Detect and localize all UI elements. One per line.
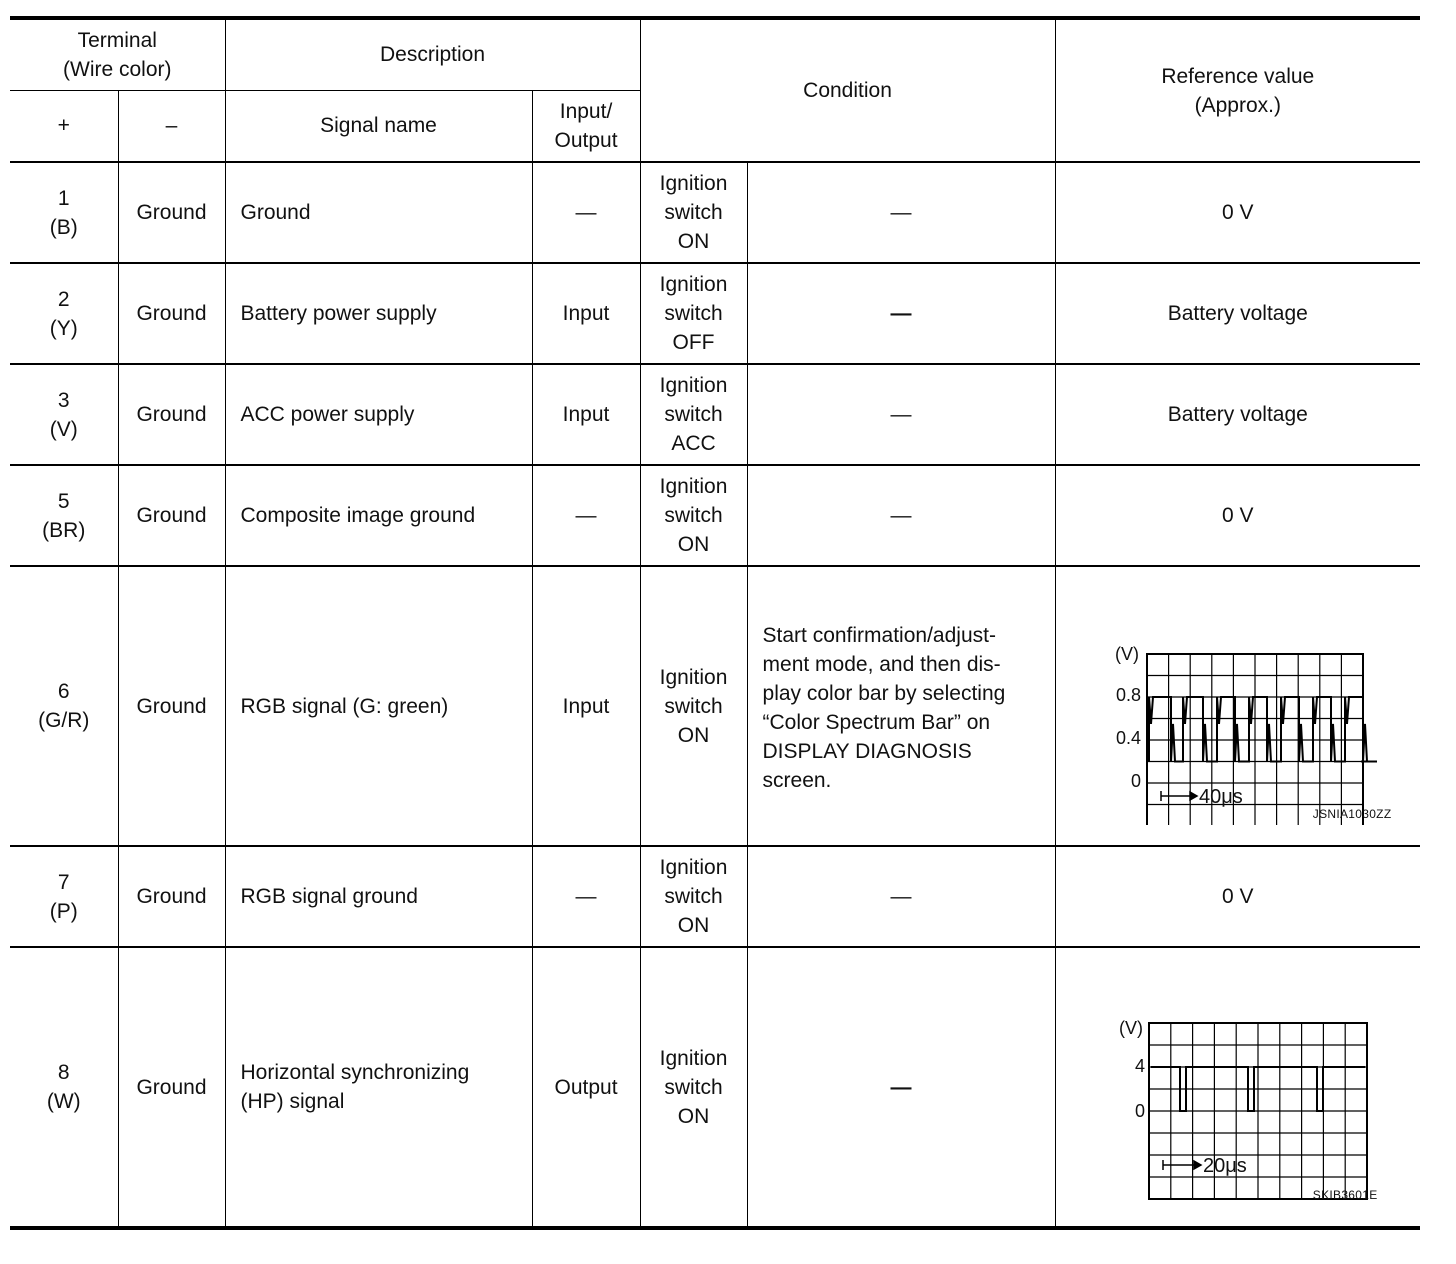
condition: — bbox=[747, 364, 1055, 465]
signal-name: RGB signal (G: green) bbox=[225, 566, 532, 846]
table-row bbox=[10, 162, 1420, 263]
terminal-number: 7 (P) bbox=[10, 846, 118, 947]
header-input-output: Input/ Output bbox=[532, 90, 640, 162]
minus-terminal: Ground bbox=[118, 263, 225, 364]
input-output: Output bbox=[532, 947, 640, 1228]
ignition-switch-state: Ignition switch ON bbox=[640, 465, 747, 566]
hp-y-tick-0: 0 bbox=[1134, 1101, 1145, 1121]
input-output: — bbox=[532, 846, 640, 947]
reference-value: Battery voltage bbox=[1055, 263, 1420, 364]
ignition-switch-state: Ignition switch ACC bbox=[640, 364, 747, 465]
header-condition: Condition bbox=[640, 18, 1055, 162]
signal-name: ACC power supply bbox=[225, 364, 532, 465]
rgb-figure-code: JSNIA1030ZZ bbox=[1312, 807, 1392, 821]
rgb-timebase-marker bbox=[1161, 791, 1197, 801]
condition: — bbox=[747, 947, 1055, 1228]
minus-terminal: Ground bbox=[118, 364, 225, 465]
table-row bbox=[10, 364, 1420, 465]
condition-text: Start confirmation/adjust- ment mode, and then dis- play color bar by selecting “Color Spectrum Bar” on DISPLAY DIAGNOSIS screen. bbox=[747, 566, 1055, 846]
signal-name: Composite image ground bbox=[225, 465, 532, 566]
signal-name: Horizontal synchronizing (HP) signal bbox=[225, 947, 532, 1228]
header-plus: + bbox=[10, 90, 118, 162]
ignition-switch-state: Ignition switch ON bbox=[640, 566, 747, 846]
terminal-number: 3 (V) bbox=[10, 364, 118, 465]
minus-terminal: Ground bbox=[118, 846, 225, 947]
header-row-1 bbox=[10, 18, 1420, 90]
rgb-unit-label: (V) bbox=[1114, 644, 1139, 664]
header-terminal: Terminal (Wire color) bbox=[10, 18, 225, 90]
ignition-switch-state: Ignition switch ON bbox=[640, 162, 747, 263]
hp-figure-code: SKIB3601E bbox=[1312, 1188, 1378, 1202]
reference-waveform-hp bbox=[1055, 947, 1420, 1228]
rgb-y-tick-0: 0 bbox=[1130, 771, 1141, 791]
terminal-number: 1 (B) bbox=[10, 162, 118, 263]
input-output: Input bbox=[532, 364, 640, 465]
rgb-waveform bbox=[1073, 596, 1403, 821]
condition: — bbox=[747, 162, 1055, 263]
ignition-switch-state: Ignition switch ON bbox=[640, 846, 747, 947]
input-output: — bbox=[532, 465, 640, 566]
table-row bbox=[10, 465, 1420, 566]
terminal-number: 8 (W) bbox=[10, 947, 118, 1228]
terminal-number: 2 (Y) bbox=[10, 263, 118, 364]
reference-waveform-rgb bbox=[1055, 566, 1420, 846]
hp-y-tick-4: 4 bbox=[1134, 1056, 1145, 1076]
rgb-y-tick-0.8: 0.8 bbox=[1115, 685, 1141, 705]
hp-timebase-label: 20μs bbox=[1202, 1155, 1247, 1177]
terminal-number: 6 (G/R) bbox=[10, 566, 118, 846]
hp-waveform-graph bbox=[1073, 1006, 1403, 1206]
input-output: — bbox=[532, 162, 640, 263]
minus-terminal: Ground bbox=[118, 465, 225, 566]
minus-terminal: Ground bbox=[118, 947, 225, 1228]
rgb-signal-trace bbox=[1149, 697, 1377, 762]
header-signal-name: Signal name bbox=[225, 90, 532, 162]
ignition-switch-state: Ignition switch ON bbox=[640, 947, 747, 1228]
input-output: Input bbox=[532, 566, 640, 846]
minus-terminal: Ground bbox=[118, 162, 225, 263]
rgb-timebase-label: 40μs bbox=[1198, 786, 1243, 808]
hp-unit-label: (V) bbox=[1118, 1018, 1143, 1038]
reference-value: Battery voltage bbox=[1055, 364, 1420, 465]
rgb-waveform-graph bbox=[1073, 625, 1403, 825]
signal-name: RGB signal ground bbox=[225, 846, 532, 947]
minus-terminal: Ground bbox=[118, 566, 225, 846]
table-row bbox=[10, 947, 1420, 1228]
signal-name: Battery power supply bbox=[225, 263, 532, 364]
condition: — bbox=[747, 846, 1055, 947]
reference-value: 0 V bbox=[1055, 465, 1420, 566]
header-minus: – bbox=[118, 90, 225, 162]
hp-timebase-marker bbox=[1163, 1160, 1201, 1170]
header-description: Description bbox=[225, 18, 640, 90]
table-row bbox=[10, 263, 1420, 364]
ignition-switch-state: Ignition switch OFF bbox=[640, 263, 747, 364]
reference-value: 0 V bbox=[1055, 846, 1420, 947]
header-reference: Reference value (Approx.) bbox=[1055, 18, 1420, 162]
condition: — bbox=[747, 263, 1055, 364]
reference-value: 0 V bbox=[1055, 162, 1420, 263]
input-output: Input bbox=[532, 263, 640, 364]
signal-name: Ground bbox=[225, 162, 532, 263]
table-row bbox=[10, 566, 1420, 846]
terminal-spec-table bbox=[10, 16, 1420, 1230]
hp-waveform bbox=[1073, 977, 1403, 1202]
rgb-y-tick-0.4: 0.4 bbox=[1115, 728, 1141, 748]
condition: — bbox=[747, 465, 1055, 566]
terminal-number: 5 (BR) bbox=[10, 465, 118, 566]
